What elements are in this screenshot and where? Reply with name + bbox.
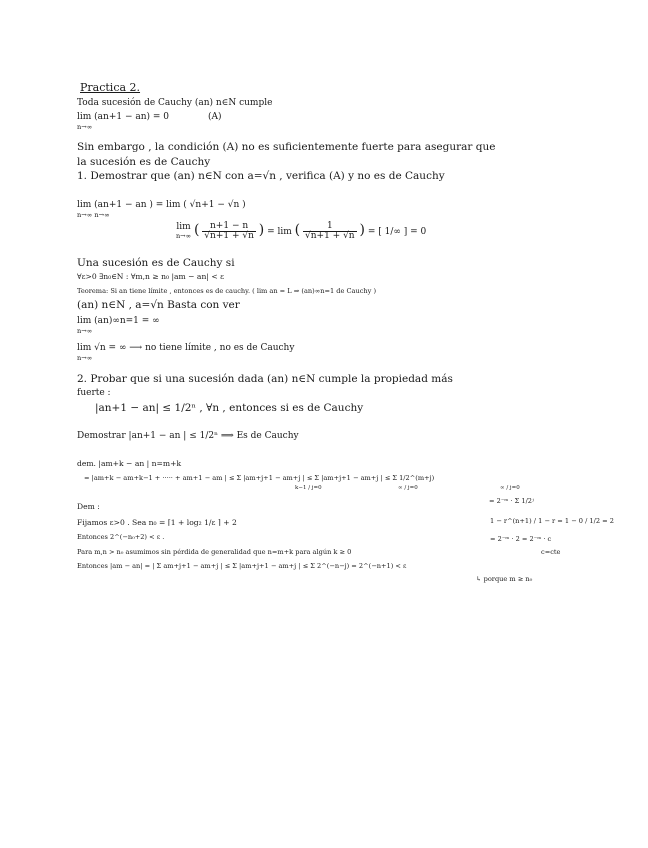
geometric-sum: = 2⁻ᵐ · Σ 1/2ʲ xyxy=(489,497,534,505)
property-line: |an+1 − an| ≤ 1/2ⁿ , ∀n , entonces si es de Cauchy xyxy=(95,402,364,414)
to-prove-line: Demostrar |an+1 − an | ≤ 1/2ⁿ ⟹ Es de Cauchy xyxy=(77,431,299,441)
definition-heading: Una sucesión es de Cauchy si xyxy=(77,257,235,269)
result-expression: = [ 1/∞ ] = 0 xyxy=(367,227,427,237)
text-line: Toda sucesión de Cauchy (an) n∈N cumple xyxy=(77,98,273,108)
limit-subscript: n→∞ xyxy=(176,232,192,241)
proof-line: Para m,n > n₀ asumimos sin pérdida de generalidad que n=m+k para algún k ≥ 0 xyxy=(77,548,352,556)
math-line: lim (an)∞n=1 = ∞ xyxy=(77,316,160,326)
constant-note: c=cte xyxy=(541,548,561,556)
text-line: Sin embargo , la condición (A) no es suficientemente fuerte para asegurar que xyxy=(77,141,496,153)
sum-limits: k−1 / j=0 xyxy=(295,485,322,491)
limit-subscript: n→∞ xyxy=(77,354,93,362)
limit-fraction-line: lim n→∞ ( $\frac{n+1 - n}{√n+1 + √n}$ ) = lim ( $\frac{1}{√n+1 + √n}$ ) = [ 1/∞ ] = 0 xyxy=(176,221,427,241)
equation-label: (A) xyxy=(208,112,222,122)
math-line: lim (an+1 − an ) = lim ( √n+1 − √n ) xyxy=(77,200,246,210)
math-line: lim (an+1 − an) = 0 xyxy=(77,112,170,122)
limit-subscript: n→∞ xyxy=(77,327,93,335)
text-line: (an) n∈N , a=√n Basta con ver xyxy=(77,299,240,311)
fraction-denominator: √n+1 + √n xyxy=(305,231,355,241)
conclusion-line: lim √n = ∞ ⟶ no tiene límite , no es de Cauchy xyxy=(77,343,295,353)
fraction-denominator: √n+1 + √n xyxy=(204,231,254,241)
sum-limits: ∞ / j=0 xyxy=(398,485,418,491)
proof-line: Entonces 2^(−n₀+2) < ε . xyxy=(77,533,165,541)
sum-limits: ∞ / j=0 xyxy=(500,485,520,491)
geometric-result: = 2⁻ᵐ · 2 = 2⁻ᵐ · c xyxy=(490,535,552,543)
theorem-line: Teorema: Si an tiene límite , entonces es de cauchy. ( lim an = L ⇒ (an)∞n=1 de Cauchy ) xyxy=(77,287,377,295)
proof-line: dem. |am+k − an | n=m+k xyxy=(77,459,182,468)
lim-label: lim xyxy=(176,222,191,233)
text-line: la sucesión es de Cauchy xyxy=(77,156,211,168)
exercise-2-statement: 2. Probar que si una sucesión dada (an) n∈N cumple la propiedad más xyxy=(77,373,453,385)
margin-note: ↳ porque m ≥ n₀ xyxy=(476,575,533,583)
proof-final-line: Entonces |am − an| = | Σ am+j+1 − am+j | ≤ Σ |am+j+1 − am+j | ≤ Σ 2^(−n−j) = 2^(−n+1) < ε xyxy=(77,562,407,570)
lim-label: = lim xyxy=(267,227,292,237)
proof-line: Fijamos ε>0 . Sea n₀ = ⌈1 + log₂ 1/ε ⌉ + 2 xyxy=(77,518,237,527)
limit-subscript: n→∞ xyxy=(77,123,93,131)
fraction-numerator: 1 xyxy=(303,222,357,232)
proof-heading: Dem : xyxy=(77,502,100,511)
fraction-numerator: n+1 − n xyxy=(202,222,256,232)
limit-subscript: n→∞ n→∞ xyxy=(77,211,110,219)
proof-chain: = |am+k − am+k−1 + ····· + am+1 − am | ≤ Σ |am+j+1 − am+j | ≤ Σ |am+j+1 − am+j | ≤ Σ 1/2^(m+j) xyxy=(84,474,435,482)
exercise-1-statement: 1. Demostrar que (an) n∈N con a=√n , verifica (A) y no es de Cauchy xyxy=(77,170,445,182)
text-line: fuerte : xyxy=(77,388,111,398)
cauchy-definition: ∀ε>0 ∃n₀∈N : ∀m,n ≥ n₀ |am − an| < ε xyxy=(77,272,225,281)
page-title: Practica 2. xyxy=(80,81,141,94)
geometric-series-formula: 1 − r^(n+1) / 1 − r = 1 − 0 / 1/2 = 2 xyxy=(490,517,614,525)
